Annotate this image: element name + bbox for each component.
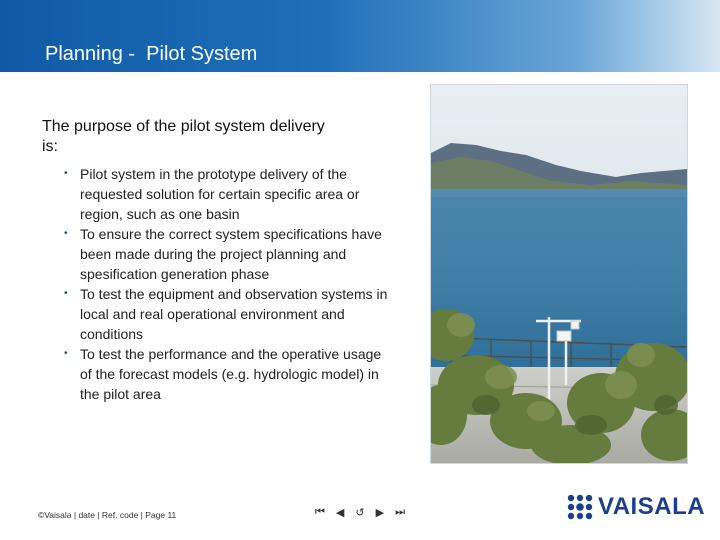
- lake-station-photo: [430, 84, 688, 464]
- vaisala-logo: [566, 493, 705, 521]
- logo-word: VAISALA: [598, 493, 706, 520]
- bullet-icon: •: [64, 348, 68, 359]
- bullet-item: • To test the equipment and observation systems in local and real operational environment and conditions: [64, 286, 388, 342]
- bullet-item: • To ensure the correct system specifications have been made during the project planning and spesification generation phase: [64, 226, 382, 282]
- footer-reference: ©Vaisala | date | Ref. code | Page 11: [38, 510, 177, 520]
- logo-mark-icon: [566, 493, 594, 521]
- return-icon[interactable]: ↺: [355, 507, 365, 519]
- intro-text: The purpose of the pilot system delivery is:: [42, 118, 325, 155]
- slide-title: Planning - Pilot System: [45, 43, 258, 65]
- slide-navigation: [315, 506, 405, 519]
- bullet-icon: •: [64, 168, 68, 179]
- first-slide-icon[interactable]: ⏮: [315, 506, 325, 518]
- next-slide-icon[interactable]: ▶: [375, 507, 385, 519]
- header-bar: [0, 0, 720, 72]
- bullet-item: • Pilot system in the prototype delivery of the requested solution for certain specific area or region, such as one basin: [64, 166, 360, 222]
- last-slide-icon[interactable]: ⏭: [395, 506, 405, 518]
- bullet-list: [62, 164, 392, 404]
- previous-slide-icon[interactable]: ◀: [335, 507, 345, 519]
- bullet-icon: •: [64, 288, 68, 299]
- bullet-icon: •: [64, 228, 68, 239]
- bullet-item: • To test the performance and the operative usage of the forecast models (e.g. hydrologic model) in the pilot area: [64, 346, 382, 402]
- lake-photo-illustration: [431, 85, 687, 463]
